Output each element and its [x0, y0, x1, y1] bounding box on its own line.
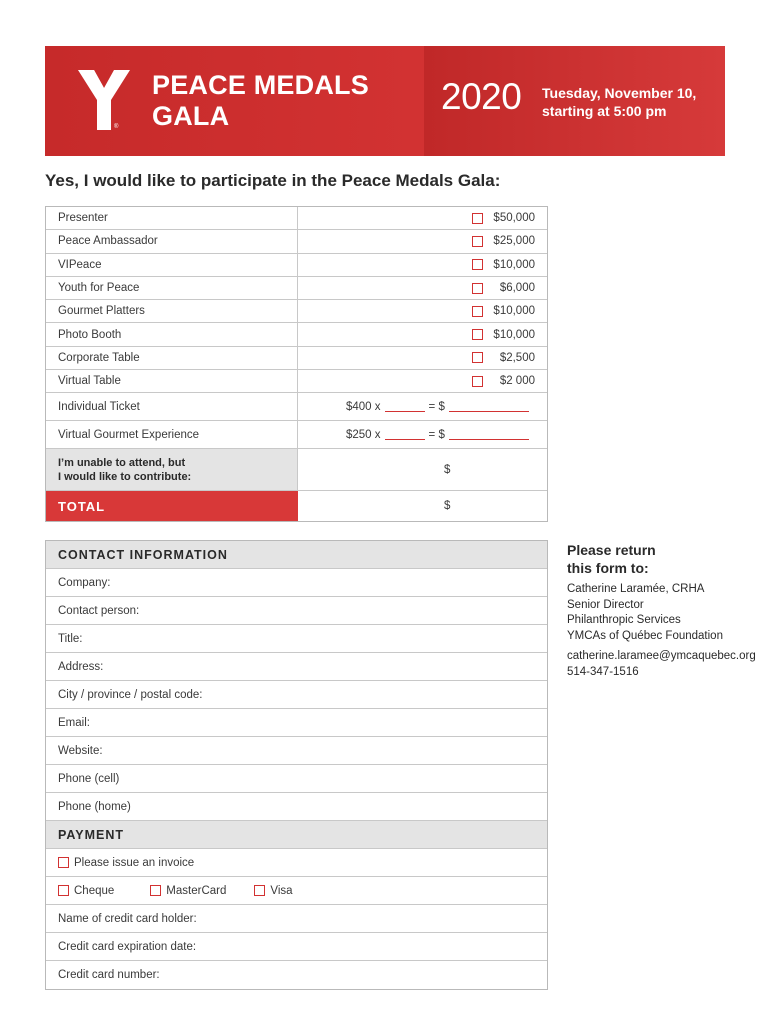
- cheque-checkbox[interactable]: [58, 885, 69, 896]
- invoice-row: [46, 849, 547, 877]
- return-contact: [567, 649, 756, 680]
- phone-home-field[interactable]: Phone (home): [46, 793, 547, 821]
- cheque-label: Cheque: [74, 884, 115, 897]
- email-field[interactable]: Email:: [46, 709, 547, 737]
- option-price: $2 000: [499, 375, 535, 388]
- mastercard-option[interactable]: [150, 885, 226, 897]
- gala-title: [152, 70, 412, 132]
- gala-year: 2020: [441, 76, 522, 117]
- return-org: YMCAs of Québec Foundation: [567, 629, 723, 642]
- virtual-gourmet-row: [46, 421, 547, 449]
- option-row-virtual-table: [46, 370, 547, 393]
- return-phone: 514-347-1516: [567, 665, 639, 678]
- invoice-label: Please issue an invoice: [74, 856, 195, 869]
- virtual-gourmet-amount-field[interactable]: [449, 430, 529, 440]
- return-name: Catherine Laramée, CRHA: [567, 583, 705, 595]
- option-label: Corporate Table: [46, 347, 298, 369]
- option-label: Presenter: [46, 207, 298, 229]
- option-price: $6,000: [499, 282, 535, 295]
- checkbox-photo-booth[interactable]: [472, 329, 483, 340]
- visa-option[interactable]: [254, 885, 292, 897]
- title-field[interactable]: Title:: [46, 625, 547, 653]
- option-label: Gourmet Platters: [46, 300, 298, 322]
- address-field[interactable]: Address:: [46, 653, 547, 681]
- option-label: Virtual Table: [46, 370, 298, 392]
- gala-date: [542, 84, 722, 120]
- contact-heading: CONTACT INFORMATION: [46, 541, 547, 569]
- contact-person-field[interactable]: Contact person:: [46, 597, 547, 625]
- checkbox-virtual-table[interactable]: [472, 376, 483, 387]
- ticket-unit: $400 x: [346, 400, 381, 413]
- option-label: Peace Ambassador: [46, 230, 298, 252]
- contribution-label: [46, 449, 298, 490]
- ticket-amount-field[interactable]: [449, 402, 529, 412]
- card-holder-field[interactable]: Name of credit card holder:: [46, 905, 547, 933]
- option-row-vipeace: [46, 254, 547, 277]
- virtual-gourmet-label: Virtual Gourmet Experience: [46, 421, 298, 448]
- title-line-1: PEACE MEDALS: [152, 70, 369, 100]
- title-line-2: GALA: [152, 101, 230, 131]
- ticket-equals: = $: [428, 400, 445, 413]
- option-price: $25,000: [493, 235, 535, 248]
- company-field[interactable]: Company:: [46, 569, 547, 597]
- option-price: $2,500: [499, 351, 535, 364]
- contribution-amount-field[interactable]: $: [444, 463, 451, 476]
- return-department: Philanthropic Services: [567, 614, 681, 626]
- invoice-checkbox[interactable]: [58, 857, 69, 868]
- option-row-youth: [46, 277, 547, 300]
- contact-payment-table: [45, 540, 548, 990]
- visa-checkbox[interactable]: [254, 885, 265, 896]
- virtual-gourmet-quantity-field[interactable]: [385, 430, 425, 440]
- virtual-gourmet-equals: = $: [428, 428, 445, 441]
- option-label: Photo Booth: [46, 323, 298, 345]
- logo-mark: ®: [114, 124, 119, 130]
- checkbox-gourmet[interactable]: [472, 306, 483, 317]
- individual-ticket-row: [46, 393, 547, 421]
- total-label: TOTAL: [46, 491, 298, 521]
- return-heading: [567, 541, 687, 577]
- option-row-presenter: [46, 207, 547, 230]
- option-label: VIPeace: [46, 254, 298, 276]
- return-address: [567, 582, 723, 644]
- return-heading-line-1: Please return: [567, 542, 656, 558]
- ymca-logo-icon: [78, 70, 130, 130]
- cheque-option[interactable]: [58, 885, 114, 897]
- city-province-postal-field[interactable]: City / province / postal code:: [46, 681, 547, 709]
- website-field[interactable]: Website:: [46, 737, 547, 765]
- phone-cell-field[interactable]: Phone (cell): [46, 765, 547, 793]
- contribution-line-1: I’m unable to attend, but: [58, 456, 186, 469]
- option-price: $10,000: [493, 328, 535, 341]
- virtual-gourmet-unit: $250 x: [346, 428, 381, 441]
- option-row-photo-booth: [46, 323, 547, 346]
- payment-heading: PAYMENT: [46, 821, 547, 849]
- visa-label: Visa: [270, 884, 293, 897]
- option-row-ambassador: [46, 230, 547, 253]
- date-line-1: Tuesday, November 10,: [542, 85, 697, 101]
- checkbox-corporate-table[interactable]: [472, 352, 483, 363]
- mastercard-label: MasterCard: [166, 884, 227, 897]
- total-amount-field[interactable]: $: [444, 500, 451, 513]
- mastercard-checkbox[interactable]: [150, 885, 161, 896]
- option-price: $10,000: [493, 258, 535, 271]
- participation-heading: Yes, I would like to participate in the Peace Medals Gala:: [45, 171, 501, 190]
- ticket-label: Individual Ticket: [46, 393, 298, 420]
- return-email-link[interactable]: catherine.laramee@ymcaquebec.org: [567, 650, 756, 662]
- option-row-gourmet: [46, 300, 547, 323]
- option-row-corporate-table: [46, 347, 547, 370]
- checkbox-vipeace[interactable]: [472, 259, 483, 270]
- card-number-field[interactable]: Credit card number:: [58, 969, 160, 981]
- checkbox-presenter[interactable]: [472, 213, 483, 224]
- contribution-line-2: I would like to contribute:: [58, 470, 192, 483]
- date-line-2: starting at 5:00 pm: [542, 103, 667, 119]
- participation-table: [45, 206, 548, 522]
- payment-method-row: [46, 877, 547, 905]
- contribution-row: [46, 449, 547, 491]
- option-label: Youth for Peace: [46, 277, 298, 299]
- checkbox-ambassador[interactable]: [472, 236, 483, 247]
- total-row: [46, 491, 547, 521]
- return-role: Senior Director: [567, 598, 644, 611]
- ticket-quantity-field[interactable]: [385, 402, 425, 412]
- option-price: $10,000: [493, 305, 535, 318]
- invoice-option[interactable]: [58, 857, 194, 869]
- option-price: $50,000: [493, 212, 535, 225]
- checkbox-youth[interactable]: [472, 283, 483, 294]
- card-expiration-field[interactable]: Credit card expiration date:: [46, 933, 547, 961]
- return-heading-line-2: this form to:: [567, 560, 649, 576]
